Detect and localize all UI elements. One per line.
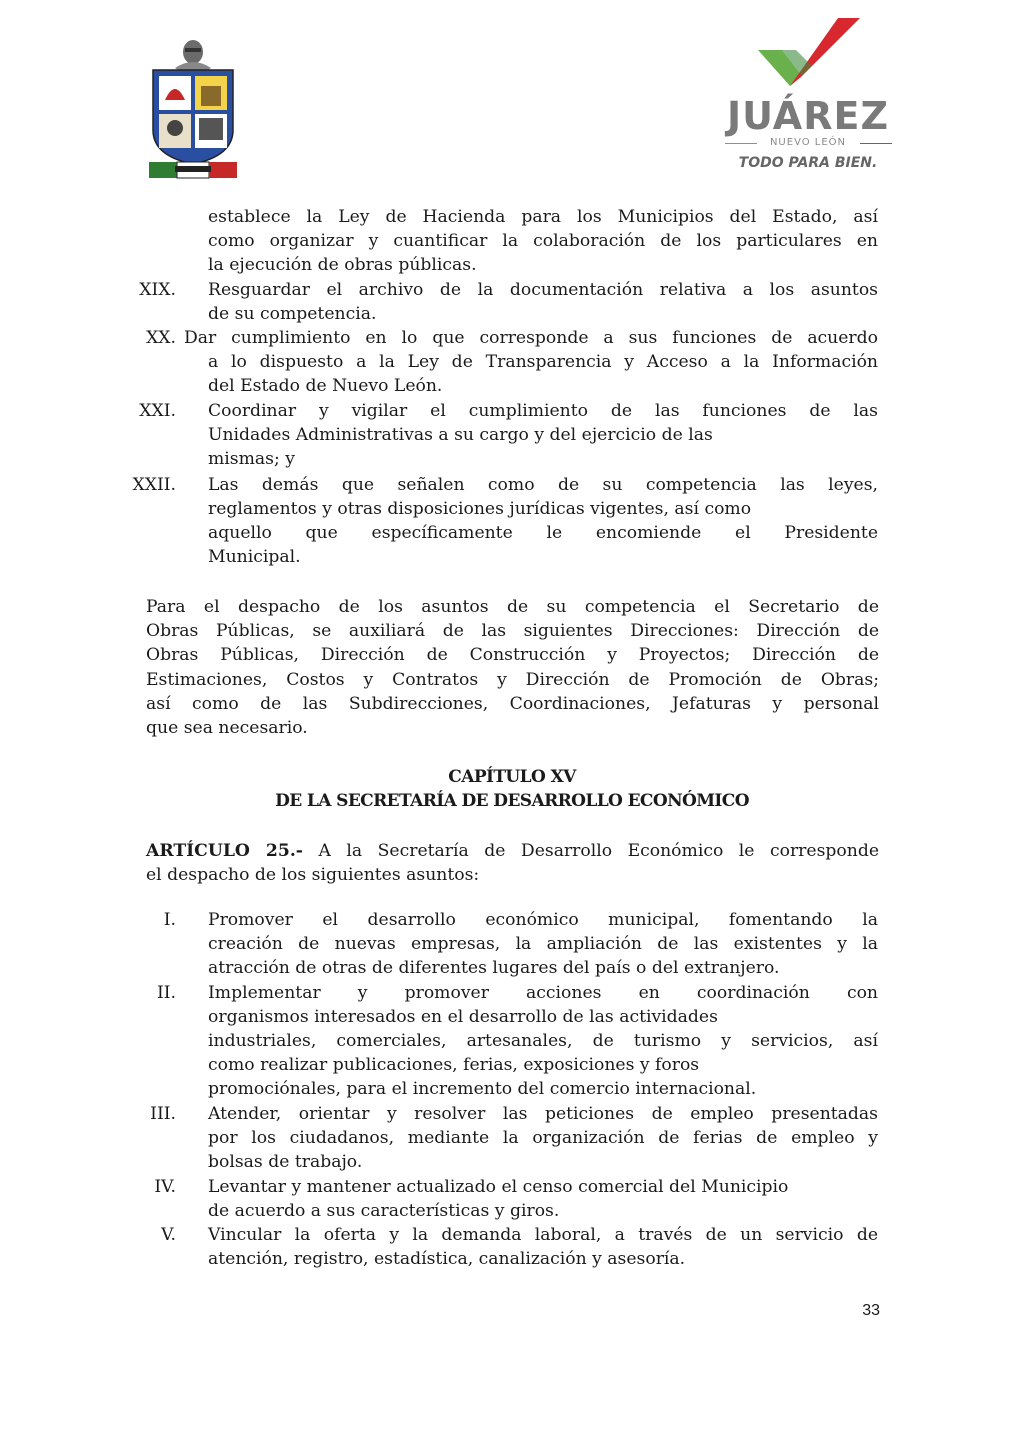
chapter-title: CAPÍTULO XV [448,767,576,787]
list-item-line: a lo dispuesto a la Ley de Transparencia y Acceso a la Información [208,352,878,372]
article-label: ARTÍCULO 25.- [146,841,303,861]
list-item-line: bolsas de trabajo. [208,1152,363,1172]
list-item-line: Atender, orientar y resolver las peticiones de empleo presentadas [208,1104,878,1124]
list-item-line: atracción de otras de diferentes lugares del país o del extranjero. [208,958,780,978]
list-item-line: creación de nuevas empresas, la ampliación de las existentes y la [208,934,878,954]
list-item-line: Implementar y promover acciones en coordinación con [208,983,878,1003]
article-text: A la Secretaría de Desarrollo Económico le corresponde [302,841,879,861]
list-item-line: Levantar y mantener actualizado el censo comercial del Municipio [208,1177,789,1197]
checkmark-logo-icon [720,14,896,94]
list-item-line: aquello que específicamente le encomiende el Presidente [208,523,878,543]
logo-divider-right [860,143,892,144]
list-item-line: la ejecución de obras públicas. [208,255,477,275]
paragraph-line: que sea necesario. [146,718,308,738]
list-item-line: Coordinar y vigilar el cumplimiento de las funciones de las [208,401,878,421]
list-item-line: reglamentos y otras disposiciones jurídicas vigentes, así como [208,499,752,519]
list-item-number: III. [150,1104,176,1124]
list-item-number: XXII. [132,475,176,495]
paragraph-line: así como de las Subdirecciones, Coordinaciones, Jefaturas y personal [146,694,879,714]
list-item-number: XX. [146,328,176,348]
list-item-line: de acuerdo a sus características y giros. [208,1201,560,1221]
article-intro-line: el despacho de los siguientes asuntos: [146,865,480,885]
list-item-line: Resguardar el archivo de la documentación relativa a los asuntos [208,280,878,300]
paragraph-line: Estimaciones, Costos y Contratos y Dirección de Promoción de Obras; [146,670,879,690]
municipal-coat-of-arms-icon [145,38,241,184]
list-item-number: XIX. [139,280,176,300]
list-item-line: industriales, comerciales, artesanales, de turismo y servicios, así [208,1031,878,1051]
list-item-number: V. [161,1225,176,1245]
list-item-line: promociónales, para el incremento del comercio internacional. [208,1079,757,1099]
list-item-line: como organizar y cuantificar la colaboración de los particulares en [208,231,878,251]
page-number: 33 [862,1302,880,1319]
list-item-line: mismas; y [208,449,295,469]
list-item-line: del Estado de Nuevo León. [208,376,443,396]
logo-divider-left [725,143,757,144]
logo-slogan: TODO PARA BIEN. [738,155,878,171]
list-item-line: Vincular la oferta y la demanda laboral, a través de un servicio de [208,1225,878,1245]
chapter-subtitle: DE LA SECRETARÍA DE DESARROLLO ECONÓMICO [275,791,749,811]
article-intro-line [146,839,879,863]
logo-subtitle: NUEVO LEÓN [769,137,847,148]
paragraph-line: Para el despacho de los asuntos de su competencia el Secretario de [146,597,879,617]
list-item-number: I. [163,910,176,930]
list-item-number: IV. [154,1177,176,1197]
list-item-line: como realizar publicaciones, ferias, exposiciones y foros [208,1055,700,1075]
list-item-line: establece la Ley de Hacienda para los Municipios del Estado, así [208,207,878,227]
list-item-number: XXI. [139,401,176,421]
list-item-line: Las demás que señalen como de su competencia las leyes, [208,475,878,495]
list-item-line: Unidades Administrativas a su cargo y del ejercicio de las [208,425,713,445]
paragraph-line: Obras Públicas, se auxiliará de las siguientes Direcciones: Dirección de [146,621,879,641]
list-item-line: Promover el desarrollo económico municipal, fomentando la [208,910,878,930]
paragraph-line: Obras Públicas, Dirección de Construcción y Proyectos; Dirección de [146,645,879,665]
list-item-line: de su competencia. [208,304,377,324]
logo-name: JUÁREZ [726,94,889,138]
list-item-line: atención, registro, estadística, canalización y asesoría. [208,1249,686,1269]
list-item-line: Municipal. [208,547,301,567]
juarez-logo [720,14,896,174]
list-item-line: organismos interesados en el desarrollo de las actividades [208,1007,718,1027]
list-item-number: II. [156,983,176,1003]
list-item-line: Dar cumplimiento en lo que corresponde a sus funciones de acuerdo [184,328,878,348]
list-item-line: por los ciudadanos, mediante la organización de ferias de empleo y [208,1128,878,1148]
